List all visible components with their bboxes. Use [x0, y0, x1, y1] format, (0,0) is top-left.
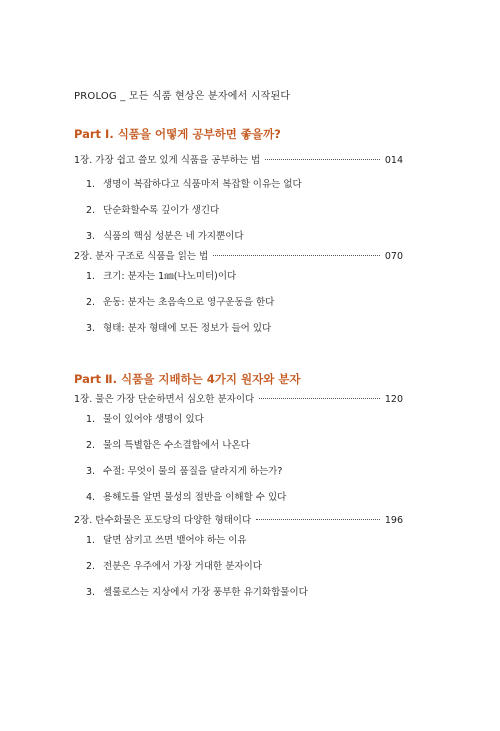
- section-item: 2. 전분은 우주에서 가장 거대한 분자이다: [86, 561, 262, 572]
- chapter-entry: [74, 512, 403, 526]
- section-item: 2. 단순화할수록 깊이가 생긴다: [86, 205, 220, 216]
- section-item: 3. 수절: 무엇이 물의 품질을 달라지게 하는가?: [86, 466, 283, 477]
- chapter-page-number: 070: [384, 251, 403, 262]
- chapter-title: 1장. 가장 쉽고 쓸모 있게 식품을 공부하는 법: [74, 155, 261, 166]
- dot-leader: [259, 398, 380, 399]
- section-item: 1. 물이 있어야 생명이 있다: [86, 414, 204, 425]
- section-list: [86, 178, 302, 256]
- chapter-page-number: 120: [384, 394, 403, 405]
- chapter-title: 2장. 분자 구조로 식품을 읽는 법: [74, 251, 209, 262]
- section-list: [86, 413, 286, 517]
- section-item: 3. 셀룰로스는 지상에서 가장 풍부한 유기화합물이다: [86, 587, 308, 598]
- dot-leader: [256, 519, 380, 520]
- section-item: 3. 식품의 핵심 성분은 네 가지뿐이다: [86, 231, 244, 242]
- prolog-heading: PROLOG _ 모든 식품 현상은 분자에서 시작된다: [74, 91, 291, 102]
- part-2-title: Part Ⅱ. 식품을 지배하는 4가지 원자와 분자: [74, 372, 301, 386]
- section-item: 3. 형태: 분자 형태에 모든 정보가 들어 있다: [86, 323, 272, 334]
- section-item: 1. 생명이 복잡하다고 식품마저 복잡할 이유는 없다: [86, 179, 302, 190]
- section-list: [86, 534, 308, 612]
- part-1-title: Part Ⅰ. 식품을 어떻게 공부하면 좋을까?: [74, 127, 281, 141]
- chapter-entry: [74, 248, 403, 262]
- chapter-page-number: 196: [384, 515, 403, 526]
- section-item: 4. 용해도를 알면 물성의 절반을 이해할 수 있다: [86, 492, 287, 503]
- chapter-title: 2장. 탄수화물은 포도당의 다양한 형태이다: [74, 515, 252, 526]
- section-list: [86, 270, 274, 348]
- section-item: 2. 물의 특별함은 수소결합에서 나온다: [86, 440, 250, 451]
- dot-leader: [265, 159, 380, 160]
- section-item: 1. 크기: 분자는 1㎚(나노미터)이다: [86, 271, 237, 282]
- chapter-entry: [74, 152, 403, 166]
- dot-leader: [213, 255, 380, 256]
- chapter-title: 1장. 물은 가장 단순하면서 심오한 분자이다: [74, 394, 255, 405]
- section-item: 2. 운동: 분자는 초음속으로 영구운동을 한다: [86, 297, 275, 308]
- section-item: 1. 달면 삼키고 쓰면 뱉어야 하는 이유: [86, 535, 247, 546]
- chapter-entry: [74, 391, 403, 405]
- chapter-page-number: 014: [384, 155, 403, 166]
